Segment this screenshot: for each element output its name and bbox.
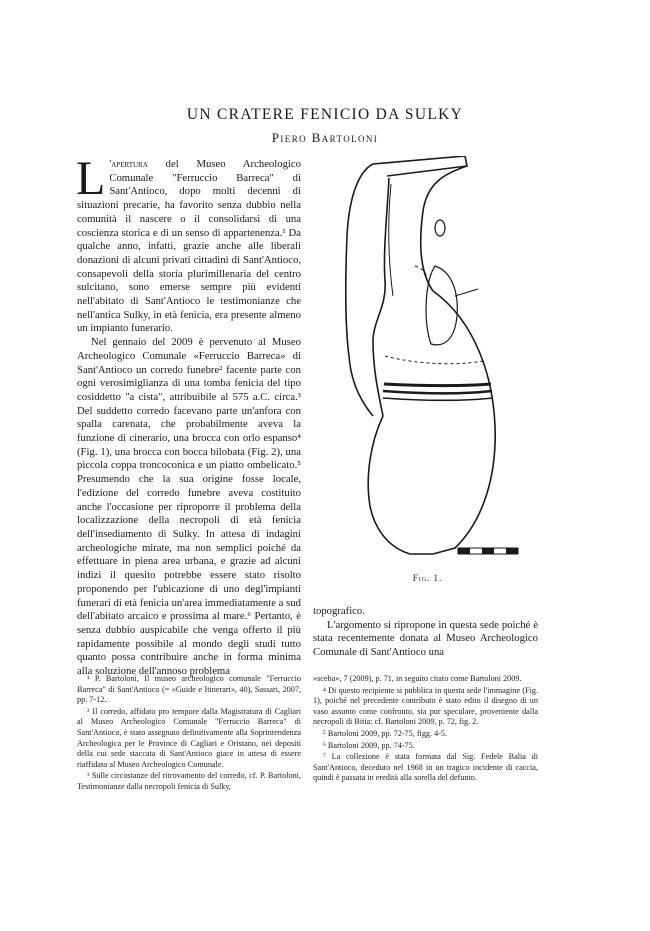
footnotes-left <box>77 674 301 794</box>
paragraph-2: Nel gennaio del 2009 è pervenuto al Museo Archeologico Comunale «Ferruccio Barreca» di Sant'Antioco un corredo funebre² facente parte con ogni verosimiglianza di una tomba fenicia del tipo cosiddetto "a cista", attribuibile al 575 a.C. circa.³ Del suddetto corredo facevano parte un'anfora con spalla carenata, che probabilmente aveva la funzione di cinerario, una brocca con orlo espanso⁴ (Fig. 1), una brocca con bocca bilobata (Fig. 2), una piccola coppa troncoconica e un piatto ombelicato.⁵ Presumendo che la sua origine fosse locale, l'edizione del corredo funebre aveva costituito anche l'occasione per riproporre il problema della localizzazione della necropoli di età fenicia dell'insediamento di Sulky. In attesa di indagini archeologiche mirate, ma non semplici poiché da effettuare in piena area urbana, e grazie ad alcuni indizi il quesito potrebbe essere stato risolto proponendo per l'ubicazione di uno degl'impianti funerari di età fenicia un'area immediatamente a sud dell'abitato arcaico e prossima al mare.⁶ Pertanto, è senza dubbio auspicabile che venga offerto il più rapidamente possibile al mondo degli studi tutto quanto possa contribuire anche in forma minima alla soluzione dell'annoso problema <box>77 336 301 678</box>
jug-body-right <box>433 291 495 554</box>
footnote: ⁶ Bartoloni 2009, pp. 74-75. <box>323 740 415 750</box>
jug-drawing <box>315 156 540 576</box>
footnote: ¹ P. Bartoloni, Il museo archeologico comunale "Ferruccio Barreca" di Sant'Antioco (= «Guide e Itinerari», 40), Sassari, 2007, pp. 7-12. <box>77 674 301 705</box>
jug-neck-right <box>421 166 467 291</box>
drop-cap: L <box>76 152 106 205</box>
figure-caption: Fig. 1. <box>412 573 443 583</box>
jug-neck-left <box>373 178 389 416</box>
footnote: ⁵ Bartoloni 2009, pp. 72-75, figg. 4-5. <box>323 728 448 738</box>
footnote: ⁴ Di questo recipiente si pubblica in questa sede l'immagine (Fig. 1), poiché nel precedente contributo è stato edito il disegno di un vaso assunto come confronto, sia pur speculare, proveniente dalla necropoli di Bitia: cf. Bartoloni 2009, p. 72, fig. 2. <box>313 685 538 727</box>
jug-rim <box>373 156 467 176</box>
footnote: ⁷ La collezione è stata formata dal Sig. Fedele Balia di Sant'Antioco, deceduto nel 1968 in un tragico incidente di caccia, quindi è passata in eredità alla sorella del defunto. <box>313 752 538 783</box>
footnote: «sceba», 7 (2009), p. 71, in seguito citato come Bartoloni 2009. <box>313 674 522 683</box>
body-left-column <box>76 152 301 679</box>
paragraph-1-text: del Museo Archeologico Comunale "Ferruccio Barreca" di Sant'Antioco, dopo molti decenni di situazioni precarie, ha favorito senza dubbio nella comunità il nascere o il consolidarsi di una coscienza storica e di un senso di appartenenza.¹ Da qualche anno, infatti, grazie anche alle liberali donazioni di alcuni privati cittadini di Sant'Antioco, consapevoli della storia plurimillenaria del centro sulcitano, sono emerse sempre più evidenti nell'abitato di Sant'Antioco le testimonianze che nell'antica Sulky, in età fenicia, era presente almeno un impianto funerario. <box>77 158 301 335</box>
lead-in: 'apertura <box>109 158 148 170</box>
footnote: ³ Sulle circostanze del ritrovamento del corredo, cf. P. Bartoloni, Testimonianze dalla necropoli fenicia di Sulky, <box>77 771 301 791</box>
jug-body-left <box>368 416 433 554</box>
scale-bar <box>458 548 518 554</box>
jug-handle <box>346 164 373 416</box>
article-author: Piero Bartoloni <box>271 130 379 145</box>
body-right-column <box>313 605 538 660</box>
footnotes-right <box>313 674 538 785</box>
right-paragraph-1: topografico. <box>313 605 365 617</box>
article-title: UN CRATERE FENICIO DA SULKY <box>186 106 464 123</box>
paragraph-1 <box>76 152 301 336</box>
footnote: ² Il corredo, affidato pro tempore dalla Magistratura di Cagliari al Museo Archeologico Comunale "Ferruccio Barreca" di Sant'Antioco, è stato assegnato definitivamente alla Soprintendenza Archeologica per le Province di Cagliari e Oristano, nei depositi della cui sede staccata di Sant'Antioco giace in attesa di essere riaffidato al Museo Archeologico Comunale. <box>77 706 301 769</box>
right-paragraph-2: L'argomento si ripropone in questa sede poiché è stata recentemente donata al Museo Archeologico Comunale di Sant'Antioco una <box>313 618 538 659</box>
